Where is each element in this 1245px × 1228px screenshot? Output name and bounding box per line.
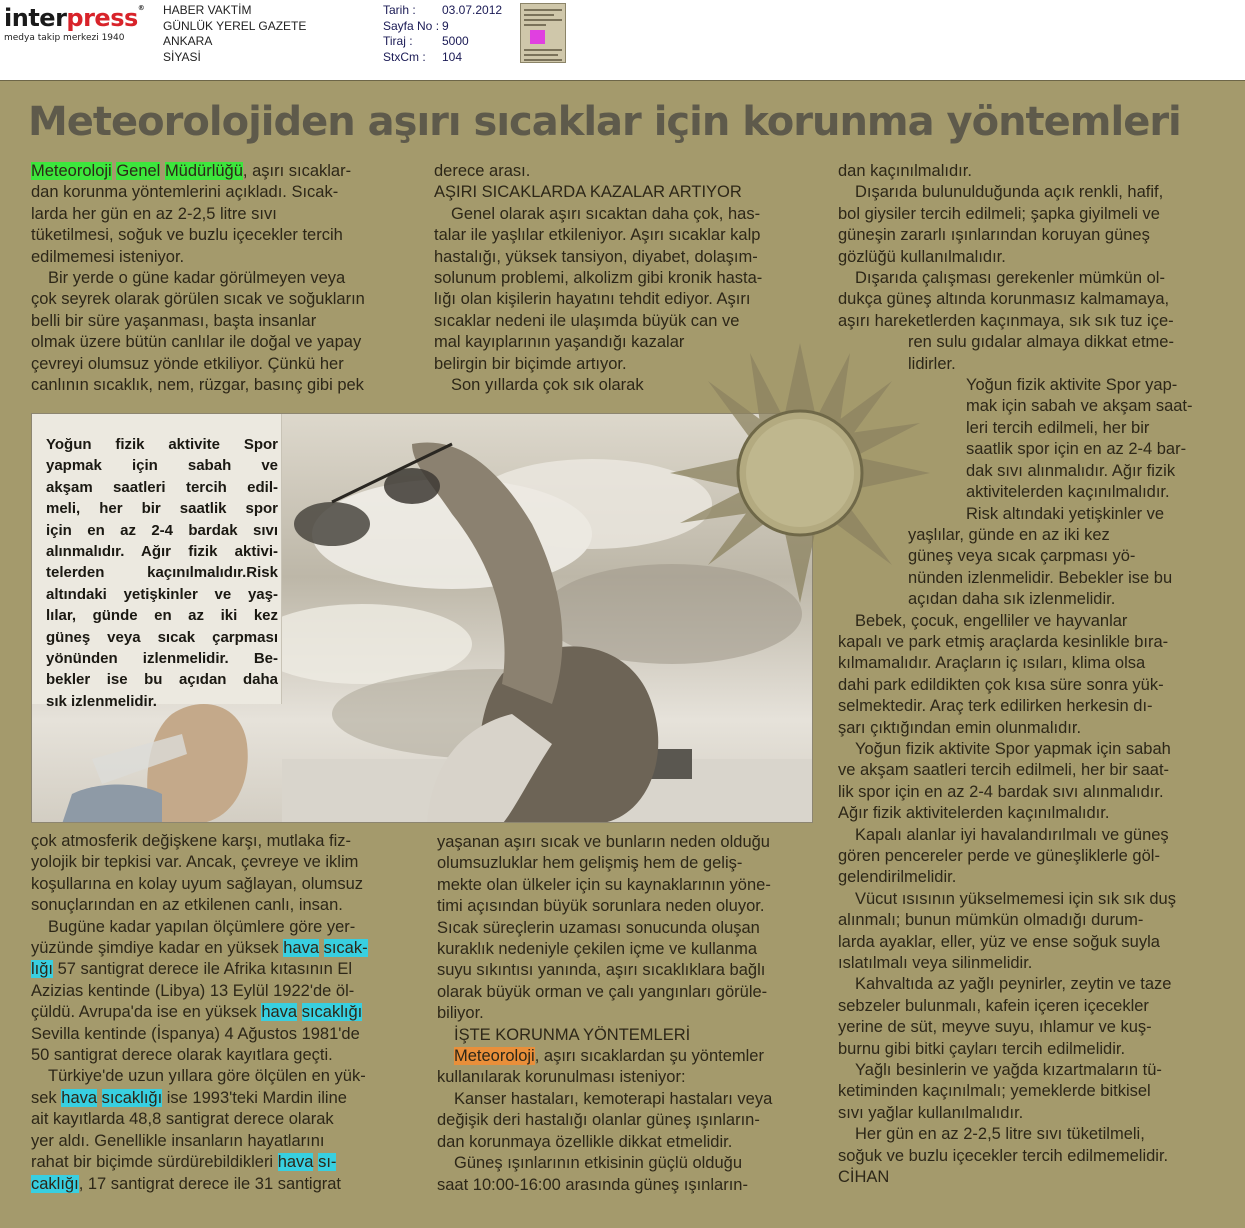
text-line: ve akşam saatleri tercih edilmeli, her bir saat- <box>838 761 1170 780</box>
highlight-term: Müdürlüğü <box>164 162 243 180</box>
meta-values <box>442 3 502 65</box>
logo-wordmark <box>4 4 154 32</box>
text-line: çok atmosferik değişkene karşı, mutlaka fiz- <box>31 832 352 850</box>
highlight-term: Meteoroloji <box>454 1047 535 1066</box>
text-span: çüldü. Avrupa'da ise en yüksek <box>31 1003 262 1022</box>
text-line <box>31 1174 411 1195</box>
text-span: sek <box>31 1088 62 1107</box>
highlight-term: caklığı <box>31 1174 79 1193</box>
publication-name: HABER VAKTİM <box>163 3 252 17</box>
text-line: değişik deri hastalığı olanlar güneş ışınların- <box>437 1111 760 1130</box>
text-line: mal kayıplarının yaşandığı kazalar <box>434 333 685 352</box>
text-line: açıdan daha sık izlenmelidir. <box>908 590 1116 609</box>
text-line: tüketilmesi, soğuk ve buzlu içecekler tercih <box>31 226 343 245</box>
text-line: Genel olarak aşırı sıcaktan daha çok, has- <box>451 204 761 223</box>
text-line: olarak büyük orman ve çalı yangınları görüle- <box>437 982 768 1001</box>
text-line: dahi park edildikten çok kısa süre sonra yük- <box>838 675 1164 694</box>
meta-value-stxcm: 104 <box>442 49 463 64</box>
text-span: , 17 santigrat derece ile 31 santigrat <box>78 1174 342 1193</box>
text-span: yüzünde şimdiye kadar en yüksek <box>31 939 284 958</box>
publication-type: GÜNLÜK YEREL GAZETE <box>163 18 307 33</box>
text-line: Bebek, çocuk, engelliler ve hayvanlar <box>855 611 1128 630</box>
text-line: biliyor. <box>437 1004 484 1023</box>
article-headline: Meteorolojiden aşırı sıcaklar için korunma yöntemleri <box>28 99 1181 145</box>
text-line: Güneş ışınlarının etkisinin güçlü olduğu <box>454 1154 743 1173</box>
text-line: selmektedir. Araç terk edilirken herkesin dı- <box>838 697 1153 716</box>
thumb-article-marker <box>530 30 545 44</box>
thumb-line <box>524 59 562 61</box>
text-line: kuraklık nedeniyle çekilen içme ve kullanma <box>437 940 758 959</box>
caption-line: sık izlenmelidir. <box>46 692 157 710</box>
text-line: yaşlılar, günde en az iki kez <box>908 525 1110 544</box>
meta-value-date: 03.07.2012 <box>442 3 503 17</box>
caption-line: telerden kaçınılmalıdır.Risk <box>46 564 278 582</box>
text-line: 50 santigrat derece olarak kayıtlara geçti. <box>31 1046 333 1065</box>
text-line <box>31 1152 411 1173</box>
highlight-term: Genel <box>116 162 161 180</box>
text-line: yer aldı. Genellikle insanların hayatlarını <box>31 1131 325 1150</box>
highlight-term: sıcaklığı <box>101 1088 163 1107</box>
meta-key-stxcm: StxCm : <box>383 49 426 64</box>
caption-line: akşam saatleri tercih edil- <box>46 478 278 496</box>
text-line: saat 10:00-16:00 arasında güneş ışınların- <box>437 1175 748 1194</box>
text-line: ıslatılmalı veya silinmelidir. <box>838 954 1033 973</box>
text-line: Bir yerde o güne kadar görülmeyen veya <box>48 269 346 288</box>
text-span: , aşırı sıcaklardan şu yöntemler <box>534 1047 764 1066</box>
caption-line: meli, her bir saatlik spor <box>46 500 278 518</box>
text-line: edilmemesi isteniyor. <box>31 247 185 266</box>
text-line: dak sıvı alınmalıdır. Ağır fizik <box>966 461 1176 480</box>
column-1-top <box>31 161 411 396</box>
photo-caption-box <box>32 414 282 710</box>
text-line: sıcaklar nedeni ile ulaşımda büyük can ve <box>434 311 740 330</box>
text-line: Bugüne kadar yapılan ölçümlere göre yer- <box>48 917 356 936</box>
text-line: güneş veya sıcak çarpması yö- <box>908 547 1136 566</box>
caption-line: yönünden izlenmelidir. Be- <box>46 650 278 668</box>
highlight-term: Meteoroloji <box>31 162 112 180</box>
thumb-line <box>524 24 546 26</box>
text-line: mekte olan ülkeler için su kaynaklarının yöne- <box>437 875 771 894</box>
text-line: çok seyrek olarak görülen sıcak ve soğukların <box>31 290 365 309</box>
text-line: belli bir süre yaşanması, başta insanlar <box>31 311 317 330</box>
highlight-term: lığı <box>31 960 54 979</box>
thumb-line <box>524 54 558 56</box>
text-line: canlının sıcaklık, nem, rüzgar, basınç gibi pek <box>31 376 364 395</box>
meta-key-circulation: Tiraj : <box>383 34 413 48</box>
text-line: Risk altındaki yetişkinler ve <box>966 504 1165 523</box>
text-span: 57 santigrat derece ile Afrika kıtasının El <box>53 960 353 979</box>
highlight-term: hava <box>61 1088 98 1107</box>
text-line: hastalığı, yüksek tansiyon, diyabet, dolaşım- <box>434 247 758 266</box>
text-line <box>31 1088 411 1109</box>
text-line: Dışarıda bulunulduğunda açık renkli, hafif, <box>855 183 1164 202</box>
text-line: sıvı yağlar kullanılmalıdır. <box>838 1103 1024 1122</box>
text-line: gelendirilmelidir. <box>838 868 957 887</box>
text-line: suyu sıkıntısı yanında, aşırı sıcaklıklara bağlı <box>437 961 766 980</box>
logo-registered-mark: ® <box>137 4 145 12</box>
caption-line: altındaki yetişkinler ve yaş- <box>46 585 278 603</box>
interpress-logo <box>4 4 154 50</box>
text-line: solunum problemi, alkolizm gibi kronik hasta- <box>434 269 763 288</box>
text-line: larda her gün en az 2-2,5 litre sıvı <box>31 204 277 223</box>
text-line: yaşanan aşırı sıcak ve bunların neden olduğu <box>437 833 770 851</box>
text-line: mak için sabah ve akşam saat- <box>966 397 1193 416</box>
text-line: güneşin zararlı ışınlarından koruyan güneş <box>838 226 1150 245</box>
publication-category: SİYASİ <box>163 49 201 64</box>
highlight-term: sı- <box>318 1153 337 1172</box>
caption-line: için en az 2-4 bardak sıvı <box>46 521 278 539</box>
caption-line: yapmak için sabah ve <box>46 457 278 475</box>
subheading: İŞTE KORUNMA YÖNTEMLERİ <box>454 1025 691 1044</box>
column-1-bottom <box>31 831 411 1195</box>
text-line: aktivitelerden kaçınılmalıdır. <box>966 483 1170 502</box>
text-line <box>31 161 411 182</box>
meta-value-page: 9 <box>442 18 449 33</box>
text-line: Türkiye'de uzun yıllara göre ölçülen en yük- <box>48 1067 366 1086</box>
highlight-term: sıcak- <box>323 939 368 958</box>
text-line: lik spor için en az 2-4 bardak sıvı alınmalıdır. <box>838 782 1164 801</box>
text-line: koşullarına en kolay uyum sağlayan, olumsuz <box>31 874 364 893</box>
thumb-line <box>524 19 562 21</box>
text-line: gören pencereler perde ve güneşliklerle göl- <box>838 847 1160 865</box>
text-line: Sevilla kentinde (İspanya) 4 Ağustos 1981'de <box>31 1024 360 1043</box>
text-line: burnu gibi bitki çayları tercih edilmelidir. <box>838 1039 1126 1058</box>
highlight-term: sıcaklığı <box>301 1003 363 1022</box>
text-line: ketiminden kaçınılmalı; yemeklerde bitkisel <box>838 1082 1151 1101</box>
text-line: Son yıllarda çok sık olarak <box>451 376 644 395</box>
text-line: olumsuzluklar hem gelişmiş hem de geliş- <box>437 854 743 873</box>
author-credit: CİHAN <box>838 1168 890 1187</box>
text-line: leri tercih edilmeli, her bir <box>966 418 1150 437</box>
meta-key-page: Sayfa No : <box>383 18 440 33</box>
text-line: kapalı ve park etmiş araçlarda kesinlikle bıra- <box>838 632 1169 651</box>
text-line: Kanser hastaları, kemoterapi hastaları veya <box>454 1089 773 1108</box>
text-line: sebzeler bulunmalı, kafein içeren içecekler <box>838 996 1149 1015</box>
thumb-line <box>524 9 562 11</box>
text-line: dan kaçınılmalıdır. <box>838 162 972 180</box>
text-line: Kapalı alanlar iyi havalandırılmalı ve güneş <box>855 825 1169 844</box>
caption-line: alınmalıdır. Ağır fizik aktivi- <box>46 543 278 561</box>
text-line: Ağır fizik aktivitelerden kaçınılmalıdır. <box>838 804 1110 823</box>
text-line: sonuçlarından en az etkilenen canlı, insan. <box>31 896 343 915</box>
column-3 <box>838 161 1223 1189</box>
text-span: ise 1993'teki Mardin iline <box>162 1088 347 1107</box>
highlight-term: hava <box>283 939 319 958</box>
text-line: belirgin bir biçimde artıyor. <box>434 354 627 373</box>
thumb-line <box>524 14 554 16</box>
logo-press-text: press <box>66 4 138 32</box>
text-line: timi açısından büyük sorunlara neden oluyor. <box>437 897 765 916</box>
text-line: yerine de süt, meyve suyu, ıhlamur ve kuş- <box>838 1018 1152 1037</box>
text-line: larda ayaklar, eller, yüz ve ense soğuk suyla <box>838 932 1160 951</box>
publication-city: ANKARA <box>163 34 213 48</box>
text-line: ren sulu gıdalar almaya dikkat etme- <box>908 333 1174 352</box>
text-line: Kahvaltıda az yağlı peynirler, zeytin ve taze <box>855 975 1172 994</box>
text-line: bol giysiler tercih edilmeli; şapka giyilmeli ve <box>838 204 1160 223</box>
text-line: kullanılarak korunulması isteniyor: <box>437 1068 686 1087</box>
caption-line: lılar, günde en az iki kez <box>46 607 278 625</box>
text-span: , aşırı sıcaklar- <box>242 162 352 180</box>
caption-line: Yoğun fizik aktivite Spor <box>46 436 278 453</box>
logo-inter-text: inter <box>4 4 67 32</box>
text-line <box>31 959 411 980</box>
text-line: dan korunmaya özellikle dikkat etmelidir. <box>437 1132 733 1151</box>
text-line: soğuk ve buzlu içecekler tercih edilmemelidir. <box>838 1146 1169 1165</box>
text-line: derece arası. <box>434 162 531 180</box>
text-line: çevreyi olumsuz yönde etkiliyor. Çünkü her <box>31 354 344 373</box>
text-line: olmak üzere bütün canlılar ile doğal ve yapay <box>31 333 362 352</box>
text-line: şarı çıktığından emin olunmalıdır. <box>838 718 1082 737</box>
thumb-line <box>524 49 562 51</box>
highlight-term: hava <box>261 1003 298 1022</box>
text-line: Dışarıda çalışması gerekenler mümkün ol- <box>855 269 1165 288</box>
text-line: aşırı hareketlerden kaçınmaya, sık sık tuz içe- <box>838 311 1174 330</box>
text-line: Sıcak süreçlerin uzaması sonucunda oluşan <box>437 918 760 937</box>
meta-key-date: Tarih : <box>383 3 416 17</box>
text-line: dan korunma yöntemlerini açıkladı. Sıcak- <box>31 183 339 202</box>
photo-caption <box>46 434 278 712</box>
highlight-term: hava <box>277 1153 314 1172</box>
text-line: Yoğun fizik aktivite Spor yap- <box>966 376 1178 395</box>
text-line: Azizias kentinde (Libya) 13 Eylül 1922'de öl- <box>31 981 355 1000</box>
text-line: saatlik spor için en az 2-4 bar- <box>966 440 1187 459</box>
meta-keys <box>383 3 439 65</box>
text-line <box>437 1046 812 1067</box>
text-line: yolojik bir tepkisi var. Ancak, çevreye ve iklim <box>31 853 359 872</box>
publication-info <box>163 3 306 65</box>
text-line: ait kayıtlarda 48,8 santigrat derece olarak <box>31 1110 334 1129</box>
caption-line: bekler ise bu açıdan daha <box>46 671 278 689</box>
text-span: rahat bir biçimde sürdürebildikleri <box>31 1153 278 1172</box>
text-line: Yoğun fizik aktivite Spor yapmak için sabah <box>855 739 1171 758</box>
text-line: lidirler. <box>908 354 956 373</box>
text-line: Vücut ısısının yükselmemesi için sık sık duş <box>855 889 1176 908</box>
text-line: kılmamalıdır. Araçların iç ısıları, klima olsa <box>838 654 1146 673</box>
text-line: Her gün en az 2-2,5 litre sıvı tüketilmeli, <box>855 1125 1145 1144</box>
caption-line: güneş veya sıcak çarpması <box>46 628 278 646</box>
text-line: lığı olan kişilerin hayatını tehdit ediyor. Aşırı <box>434 290 751 309</box>
text-line: dukça güneş altında korunmasız kalmamaya, <box>838 290 1170 309</box>
text-line <box>31 1002 411 1023</box>
column-2-bottom <box>437 832 812 1196</box>
text-line: talar ile yaşlılar etkileniyor. Aşırı sıcaklar kalp <box>434 226 761 245</box>
text-line <box>31 938 411 959</box>
text-line: nünden izlenmelidir. Bebekler ise bu <box>908 568 1173 587</box>
text-line: gözlüğü kullanılmalıdır. <box>838 247 1006 266</box>
text-line: Yağlı besinlerin ve yağda kızartmaların tü- <box>855 1061 1162 1080</box>
meta-value-circulation: 5000 <box>442 34 469 48</box>
page-thumbnail[interactable] <box>520 3 566 63</box>
logo-tagline: medya takip merkezi 1940 <box>4 33 125 43</box>
article-clipping <box>0 80 1245 1228</box>
text-line: alınmalı; bunun mümkün olmadığı durum- <box>838 911 1144 930</box>
subheading: AŞIRI SICAKLARDA KAZALAR ARTIYOR <box>434 183 742 202</box>
